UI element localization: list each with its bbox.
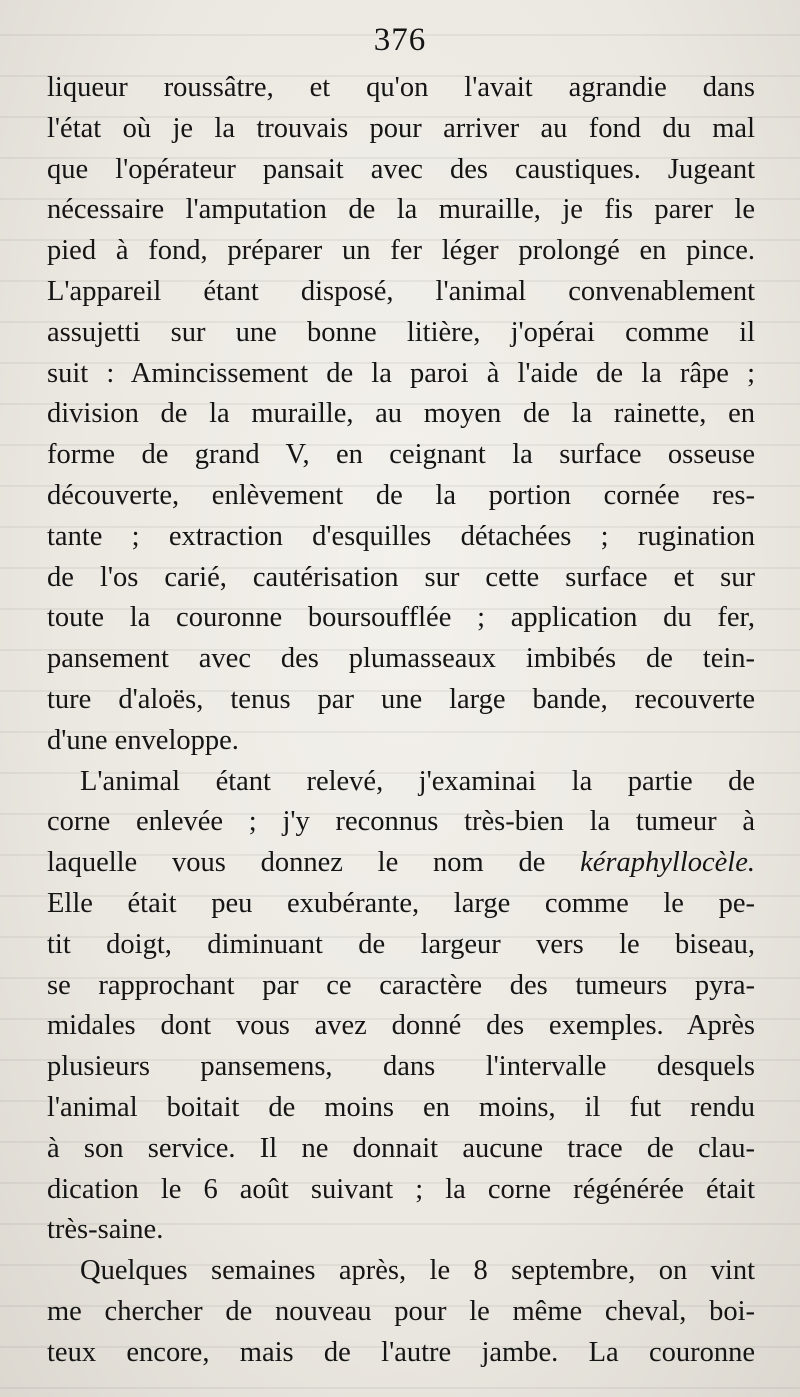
text-line (47, 762, 755, 803)
text-line-content: l'état où je la trouvais pour arriver au fond du mal (47, 112, 755, 144)
text-line-content: découverte, enlèvement de la portion cornée res- (47, 479, 755, 511)
text-line (47, 1251, 755, 1292)
text-line (47, 680, 755, 721)
text-line-content: que l'opérateur pansait avec des caustiques. Jugeant (47, 153, 755, 185)
text-line-content: assujetti sur une bonne litière, j'opérai comme il (47, 316, 755, 348)
text-line (47, 1047, 755, 1088)
text-line (47, 354, 755, 395)
text-line-content: tante ; extraction d'esquilles détachées ; rugination (47, 520, 755, 552)
text-line-content: très-saine. (47, 1214, 164, 1246)
text-line (47, 1333, 755, 1374)
text-line-content: division de la muraille, au moyen de la rainette, en (47, 398, 755, 430)
text-line (47, 435, 755, 476)
text-line (47, 639, 755, 680)
text-line (47, 313, 755, 354)
text-line (47, 558, 755, 599)
text-line-content: toute la couronne boursoufflée ; application du fer, (47, 602, 755, 634)
text-line (47, 925, 755, 966)
text-line-content: suit : Amincissement de la paroi à l'aide de la râpe ; (47, 357, 755, 389)
text-line (47, 843, 755, 884)
text-line-content: se rapprochant par ce caractère des tumeurs pyra- (47, 969, 755, 1001)
text-line-content: plusieurs pansemens, dans l'intervalle desquels (47, 1051, 755, 1083)
text-line-content: liqueur roussâtre, et qu'on l'avait agrandie dans (47, 72, 755, 103)
text-line (47, 68, 755, 109)
text-line (47, 109, 755, 150)
text-line (47, 190, 755, 231)
text-line-content: d'une enveloppe. (47, 724, 239, 756)
text-line-content: laquelle vous donnez le nom de (47, 847, 581, 879)
text-line (47, 802, 755, 843)
text-line (47, 1292, 755, 1333)
text-line (47, 231, 755, 272)
text-line (47, 150, 755, 191)
text-line-content: forme de grand V, en ceignant la surface osseuse (47, 439, 755, 471)
text-line (47, 1170, 755, 1211)
text-line-content: pansement avec des plumasseaux imbibés de tein- (47, 643, 755, 675)
text-line-content: corne enlevée ; j'y reconnus très-bien la tumeur à (47, 806, 755, 838)
text-line-content: Elle était peu exubérante, large comme le pe- (47, 887, 755, 919)
page-number: 376 (373, 22, 427, 58)
text-line-content: à son service. Il ne donnait aucune trace de clau- (47, 1132, 755, 1164)
text-line (47, 517, 755, 558)
body-text (47, 68, 755, 1374)
text-line-content: dication le 6 août suivant ; la corne régénérée était (47, 1173, 755, 1205)
text-line (47, 1088, 755, 1129)
text-line-content: me chercher de nouveau pour le même cheval, boi- (47, 1295, 755, 1327)
text-line-content: L'appareil étant disposé, l'animal convenablement (47, 275, 755, 307)
text-line-content: pied à fond, préparer un fer léger prolongé en pince. (47, 235, 755, 267)
italic-term: kéraphyllocèle. (580, 847, 755, 879)
text-line-content: nécessaire l'amputation de la muraille, je fis parer le (47, 194, 755, 226)
text-line (47, 476, 755, 517)
text-line (47, 1129, 755, 1170)
text-line-content: de l'os carié, cautérisation sur cette surface et sur (47, 561, 755, 593)
text-line-content: l'animal boitait de moins en moins, il fut rendu (47, 1091, 755, 1123)
text-line-content: L'animal étant relevé, j'examinai la partie de (80, 765, 755, 797)
text-line-content: midales dont vous avez donné des exemples. Après (47, 1010, 755, 1042)
text-line-content: tit doigt, diminuant de largeur vers le biseau, (47, 928, 755, 960)
text-line-content: ture d'aloës, tenus par une large bande, recouverte (47, 683, 755, 715)
text-line-content: Quelques semaines après, le 8 septembre, on vint (80, 1255, 755, 1287)
text-line (47, 1210, 755, 1251)
text-line (47, 966, 755, 1007)
text-line (47, 598, 755, 639)
text-line-content: teux encore, mais de l'autre jambe. La couronne (47, 1336, 755, 1368)
text-line (47, 394, 755, 435)
text-line (47, 272, 755, 313)
text-line (47, 884, 755, 925)
text-line (47, 1006, 755, 1047)
text-line (47, 721, 755, 762)
